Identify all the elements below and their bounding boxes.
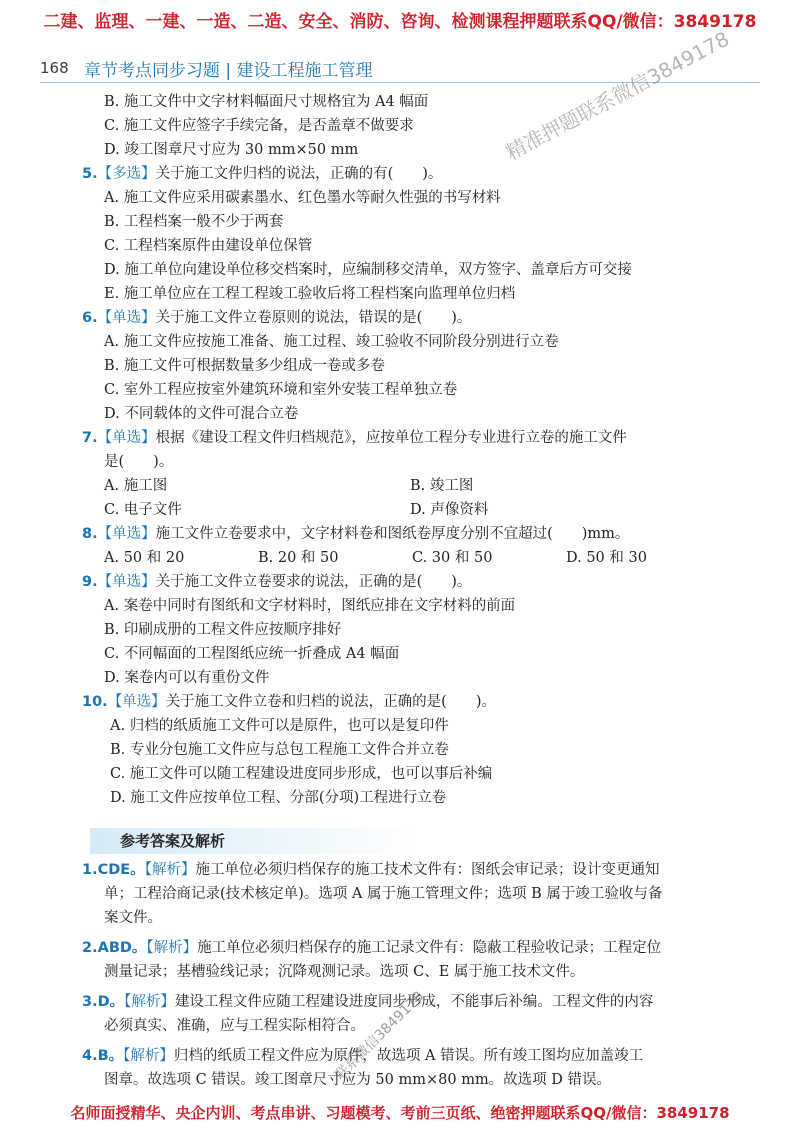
prev-option: D. 竣工图章尺寸应为 30 mm×50 mm	[104, 142, 359, 158]
analysis-text: 必须真实、准确，应与工程实际相符合。	[104, 1018, 365, 1034]
answer-4	[82, 1044, 722, 1092]
option: C. 室外工程应按室外建筑环境和室外安装工程单独立卷	[104, 382, 458, 398]
prev-option: B. 施工文件中文字材料幅面尺寸规格宜为 A4 幅面	[104, 94, 429, 110]
question-type: 【单选】	[107, 694, 166, 710]
bottom-banner: 名师面授精华、央企内训、考点串讲、习题模考、考前三页纸、绝密押题联系QQ/微信：3849178	[70, 1104, 730, 1122]
question-type: 【单选】	[97, 574, 156, 590]
analysis-tag: 【解析】	[144, 862, 196, 878]
top-banner: 二建、监理、一建、一造、二造、安全、消防、咨询、检测课程押题联系QQ/微信：3849178	[43, 12, 757, 32]
question-10-block	[82, 690, 722, 810]
chapter-title: 章节考点同步习题 | 建设工程施工管理	[84, 61, 373, 81]
question-stem: 关于施工文件立卷要求的说法，正确的是( )。	[155, 574, 472, 590]
answer-choice: ABD。	[97, 940, 147, 956]
option: A. 归档的纸质施工文件可以是原件，也可以是复印件	[110, 718, 449, 734]
question-type: 【单选】	[97, 430, 156, 446]
option: A. 施工文件应采用碳素墨水、红色墨水等耐久性强的书写材料	[104, 190, 501, 206]
question-8	[82, 522, 722, 546]
option: E. 施工单位应在工程工程竣工验收后将工程档案向监理单位归档	[104, 286, 516, 302]
answer-1	[82, 858, 722, 930]
analysis-tag: 【解析】	[124, 994, 175, 1010]
question-10	[82, 690, 722, 714]
option-row	[82, 498, 722, 522]
answer-number: 1.	[82, 862, 98, 878]
question-number: 7.	[82, 430, 98, 446]
questions	[82, 90, 722, 810]
option: C. 电子文件	[104, 502, 182, 518]
option: D. 施工文件应按单位工程、分部(分项)工程进行立卷	[110, 790, 447, 806]
question-number: 5.	[82, 166, 98, 182]
option: D. 50 和 30	[566, 550, 647, 566]
option: D. 案卷内可以有重份文件	[104, 670, 270, 686]
answer-number: 4.	[82, 1048, 98, 1064]
analysis-text: 建设工程文件应随工程建设进度同步形成，不能事后补编。工程文件的内容	[174, 994, 654, 1010]
answers-section-title: 参考答案及解析	[90, 828, 420, 854]
watermark: 精准押题联系微信3849178	[501, 26, 734, 165]
option: B. 施工文件可根据数量多少组成一卷或多卷	[104, 358, 385, 374]
analysis-tag: 【解析】	[123, 1048, 174, 1064]
option: D. 施工单位向建设单位移交档案时，应编制移交清单，双方签字、盖章后方可交接	[104, 262, 632, 278]
analysis-text: 施工单位必须归档保存的施工记录文件有：隐蔽工程验收记录；工程定位	[197, 940, 662, 956]
option: A. 施工图	[104, 478, 168, 494]
option-row	[82, 474, 722, 498]
analysis-tag: 【解析】	[146, 940, 198, 956]
question-6	[82, 306, 722, 330]
question-stem: 根据《建设工程文件归档规范》，应按单位工程分专业进行立卷的施工文件	[155, 430, 627, 446]
watermark-secondary: 联系微信3849178	[332, 988, 428, 1084]
question-number: 10.	[82, 694, 108, 710]
analysis-text: 案文件。	[104, 910, 162, 926]
answer-choice: CDE。	[97, 862, 145, 878]
question-type: 【多选】	[97, 166, 156, 182]
question-9	[82, 570, 722, 594]
analysis-text: 图章。故选项 C 错误。竣工图章尺寸应为 50 mm×80 mm。故选项 D 错误。	[104, 1072, 612, 1088]
option-row	[82, 546, 722, 570]
question-stem: 关于施工文件立卷原则的说法，错误的是( )。	[155, 310, 472, 326]
option: C. 工程档案原件由建设单位保管	[104, 238, 313, 254]
option: C. 不同幅面的工程图纸应统一折叠成 A4 幅面	[104, 646, 400, 662]
question-number: 8.	[82, 526, 98, 542]
question-stem: 关于施工文件立卷和归档的说法，正确的是( )。	[165, 694, 496, 710]
answers	[82, 858, 722, 1098]
question-5	[82, 162, 722, 186]
question-type: 【单选】	[97, 526, 156, 542]
option: C. 30 和 50	[412, 550, 493, 566]
option: C. 施工文件可以随工程建设进度同步形成，也可以事后补编	[110, 766, 493, 782]
option: B. 专业分包施工文件应与总包工程施工文件合并立卷	[110, 742, 449, 758]
prev-option: C. 施工文件应签字手续完备，是否盖章不做要求	[104, 118, 414, 134]
question-stem-continued: 是( )。	[104, 454, 174, 470]
question-stem: 施工文件立卷要求中，文字材料卷和图纸卷厚度分别不宜超过( )mm。	[155, 526, 630, 542]
question-7	[82, 426, 722, 450]
answer-number: 2.	[82, 940, 98, 956]
answer-choice: B。	[97, 1048, 124, 1064]
question-number: 9.	[82, 574, 98, 590]
option: A. 50 和 20	[104, 550, 185, 566]
analysis-text: 测量记录；基槽验线记录；沉降观测记录。选项 C、E 属于施工技术文件。	[104, 964, 585, 980]
option: B. 工程档案一般不少于两套	[104, 214, 284, 230]
question-type: 【单选】	[97, 310, 156, 326]
option: D. 不同载体的文件可混合立卷	[104, 406, 299, 422]
option: B. 竣工图	[410, 478, 474, 494]
analysis-text: 单；工程洽商记录(技术核定单)。选项 A 属于施工管理文件；选项 B 属于竣工验收与备	[104, 886, 663, 902]
option: D. 声像资料	[410, 502, 489, 518]
analysis-text: 归档的纸质工程文件应为原件，故选项 A 错误。所有竣工图均应加盖竣工	[173, 1048, 644, 1064]
option: A. 案卷中同时有图纸和文字材料时，图纸应排在文字材料的前面	[104, 598, 516, 614]
option: B. 20 和 50	[258, 550, 339, 566]
page-number: 168	[40, 59, 69, 77]
analysis-text: 施工单位必须归档保存的施工技术文件有：图纸会审记录；设计变更通知	[195, 862, 660, 878]
question-stem: 关于施工文件归档的说法，正确的有( )。	[155, 166, 443, 182]
answer-number: 3.	[82, 994, 98, 1010]
answer-choice: D。	[97, 994, 125, 1010]
option: B. 印刷成册的工程文件应按顺序排好	[104, 622, 342, 638]
question-number: 6.	[82, 310, 98, 326]
option: A. 施工文件应按施工准备、施工过程、竣工验收不同阶段分别进行立卷	[104, 334, 559, 350]
answer-2	[82, 936, 722, 984]
